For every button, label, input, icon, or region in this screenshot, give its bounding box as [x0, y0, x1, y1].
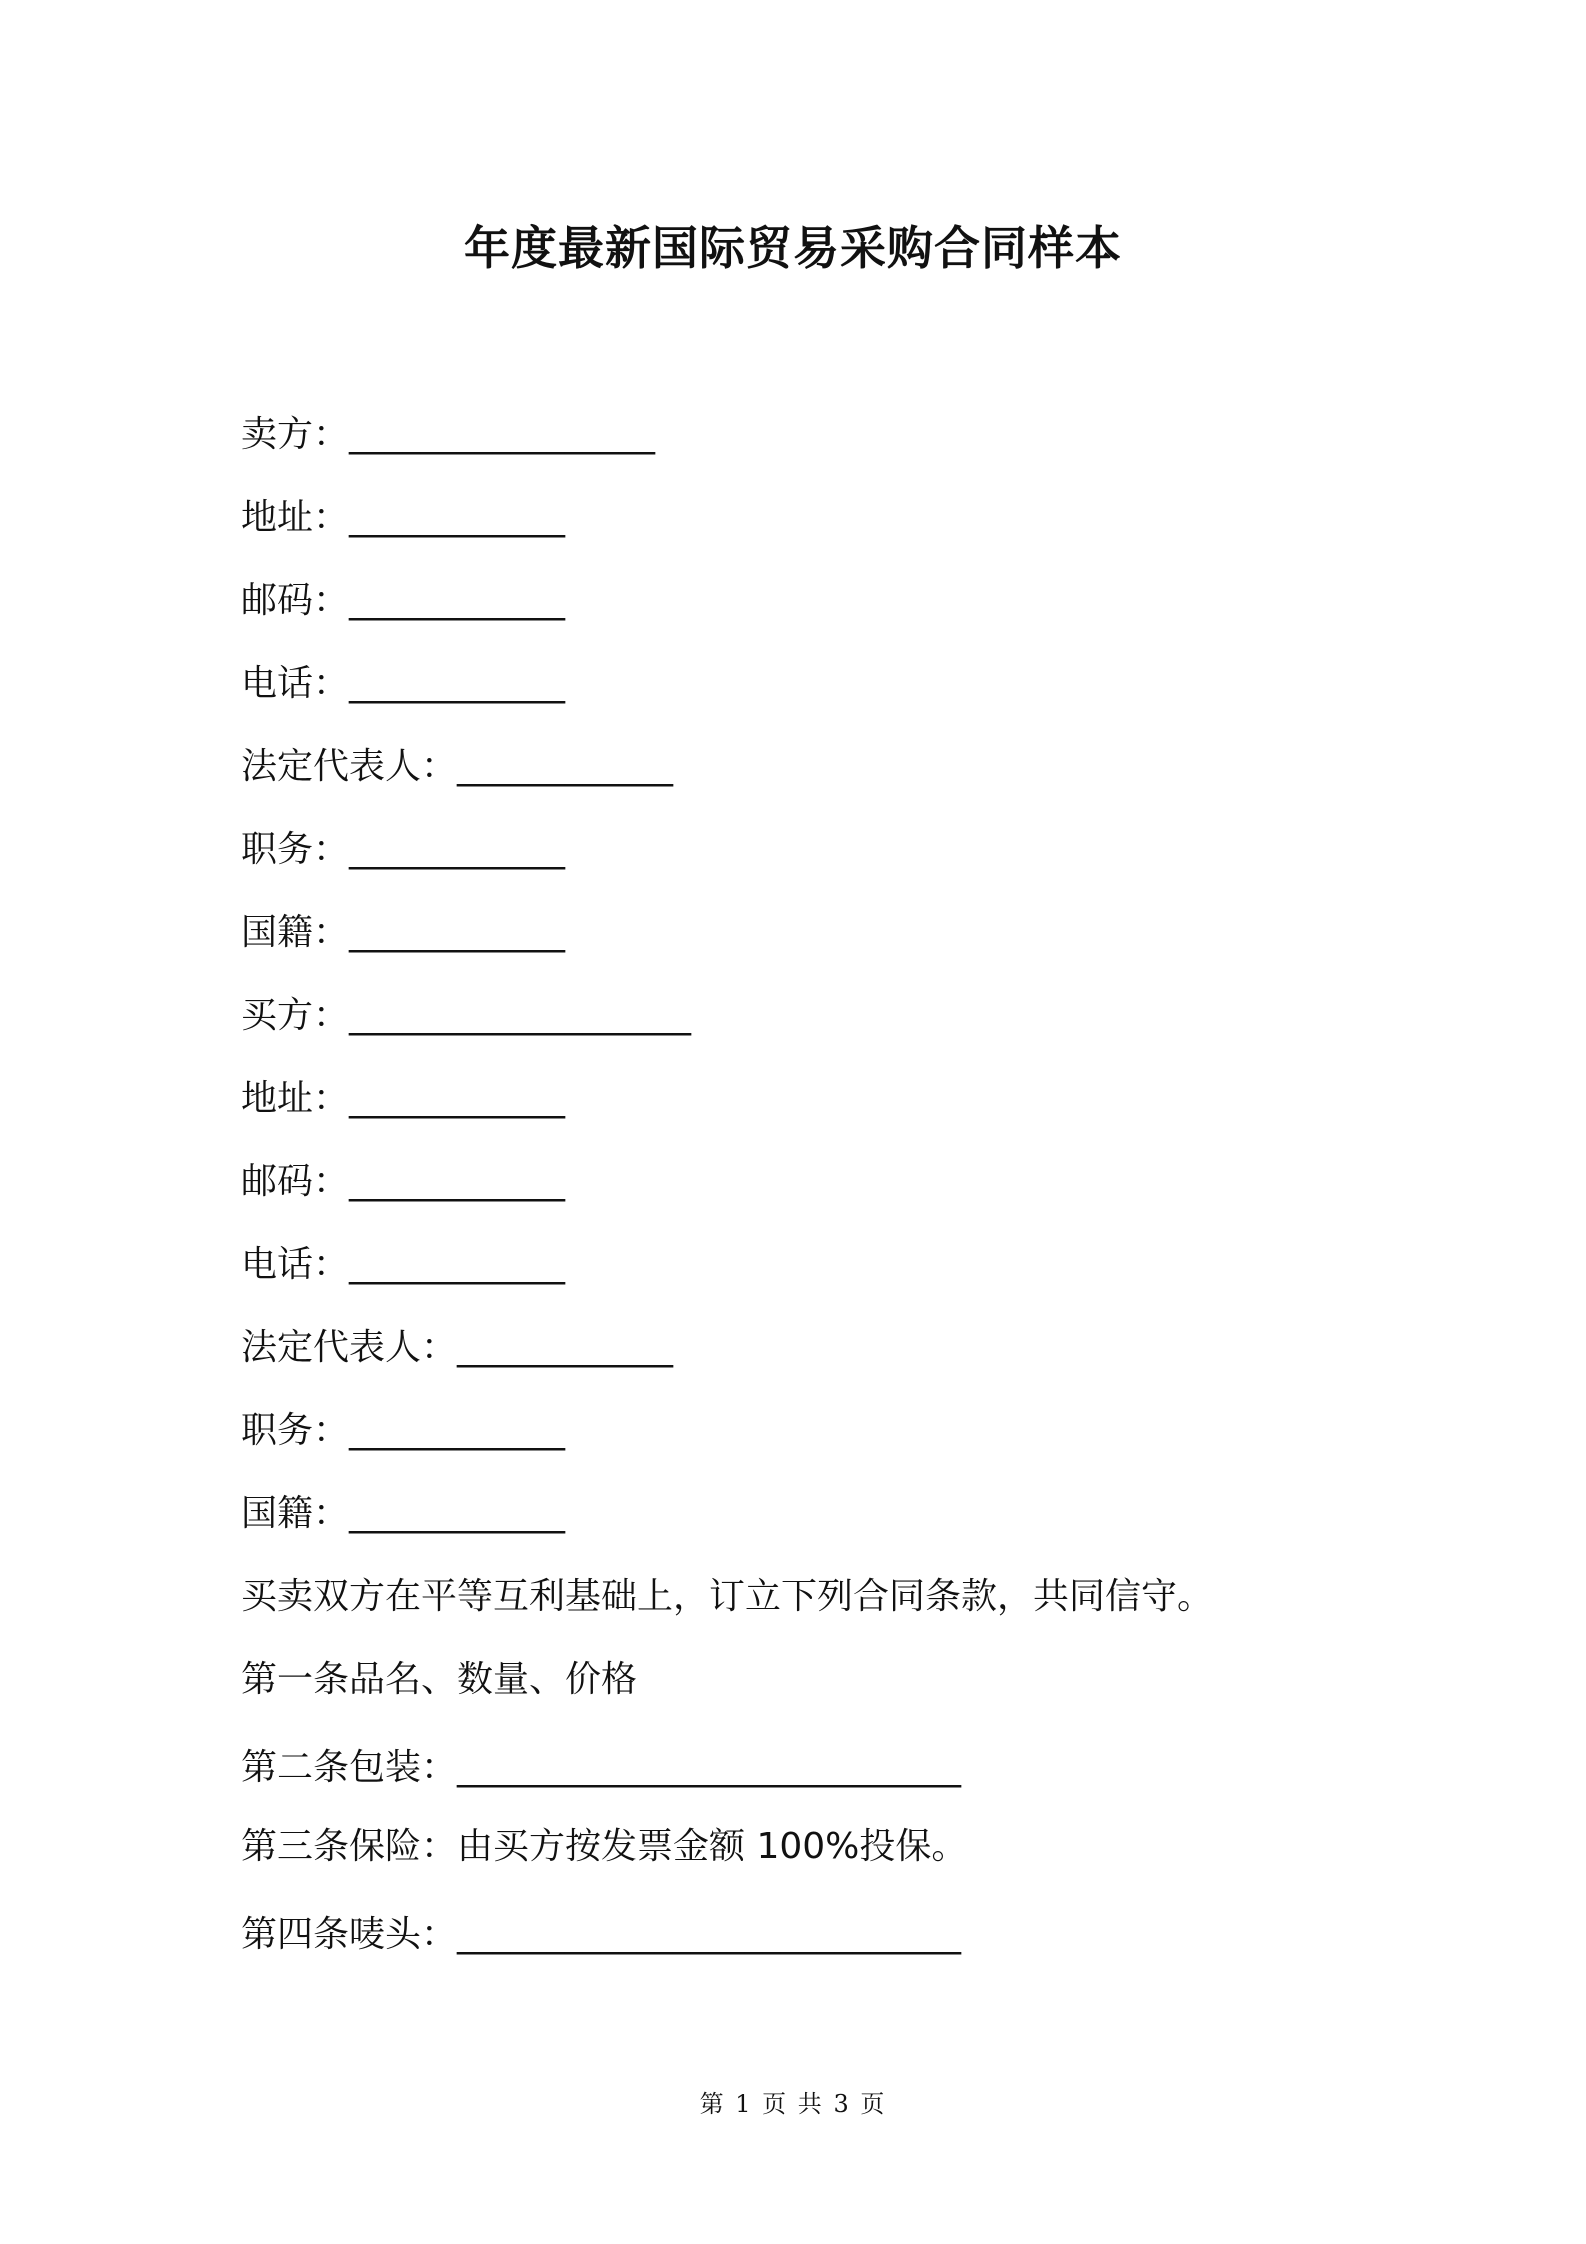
buyer-phone-field: 电话：____________: [241, 1244, 566, 1285]
seller-address-field: 地址：____________: [241, 497, 566, 538]
buyer-postcode-field: 邮码：____________: [241, 1161, 566, 1202]
clause-1: 第一条品名、数量、价格: [241, 1659, 638, 1700]
seller-phone-field: 电话：____________: [241, 663, 566, 704]
clause-3: 第三条保险：由买方按发票金额 100%投保。: [241, 1826, 968, 1867]
document-title: 年度最新国际贸易采购合同样本: [464, 221, 1122, 275]
seller-postcode-field: 邮码：____________: [241, 580, 566, 621]
seller-nationality-field: 国籍：____________: [241, 912, 566, 953]
page-footer: 第 1 页 共 3 页: [699, 2090, 887, 2118]
buyer-address-field: 地址：____________: [241, 1078, 566, 1119]
buyer-field: 买方：___________________: [241, 995, 692, 1036]
seller-field: 卖方：_________________: [241, 414, 656, 455]
buyer-nationality-field: 国籍：____________: [241, 1493, 566, 1534]
clause-4: 第四条唛头：____________________________: [241, 1914, 962, 1955]
buyer-position-field: 职务：____________: [241, 1410, 566, 1451]
preamble-paragraph: 买卖双方在平等互利基础上，订立下列合同条款，共同信守。: [241, 1576, 1214, 1617]
seller-position-field: 职务：____________: [241, 829, 566, 870]
buyer-legal-rep-field: 法定代表人：____________: [241, 1327, 674, 1368]
seller-legal-rep-field: 法定代表人：____________: [241, 746, 674, 787]
clause-2: 第二条包装：____________________________: [241, 1747, 962, 1788]
